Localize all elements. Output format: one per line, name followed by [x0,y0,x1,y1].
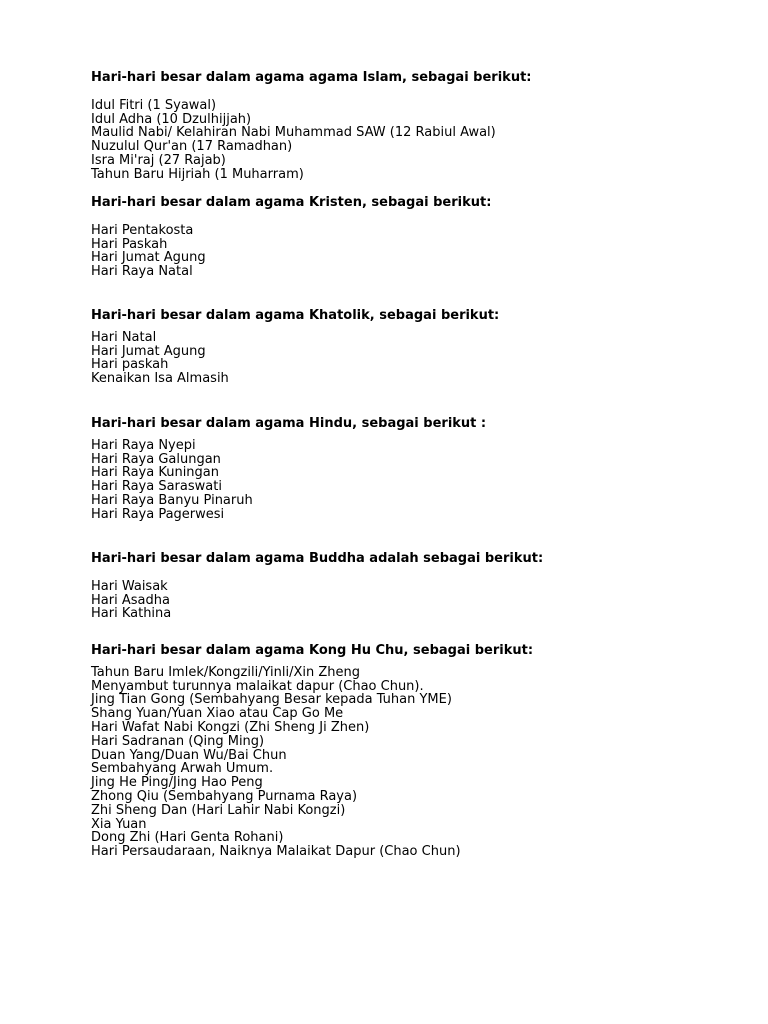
list-item: Hari Kathina [91,606,172,622]
list-item: Hari Jumat Agung [91,343,206,359]
list-item: Idul Fitri (1 Syawal) [91,97,217,113]
holiday-list [91,666,731,859]
list-item: Hari Raya Pagerwesi [91,506,225,522]
holiday-list [91,439,731,522]
section-hindu [91,417,731,522]
list-item: Hari Waisak [91,578,168,594]
list-item: Dong Zhi (Hari Genta Rohani) [91,830,284,846]
list-item: Nuzulul Qur'an (17 Ramadhan) [91,139,293,155]
list-item: Hari Wafat Nabi Kongzi (Zhi Sheng Ji Zhen) [91,719,370,735]
section-islam [91,71,731,182]
list-item: Hari Pentakosta [91,222,194,238]
section-heading: Hari-hari besar dalam agama agama Islam, sebagai berikut: [91,70,532,85]
list-item: Sembahyang Arwah Umum. [91,761,274,777]
holiday-list [91,99,731,182]
list-item: Hari Jumat Agung [91,250,206,266]
list-item: Duan Yang/Duan Wu/Bai Chun [91,747,287,763]
section-buddha [91,552,731,621]
list-item: Shang Yuan/Yuan Xiao atau Cap Go Me [91,706,344,722]
list-item: Hari Sadranan (Qing Ming) [91,733,265,749]
section-heading: Hari-hari besar dalam agama Kristen, sebagai berikut: [91,195,492,210]
list-item: Idul Adha (10 Dzulhijjah) [91,111,252,127]
list-item: Hari Raya Kuningan [91,465,220,481]
list-item: Hari Persaudaraan, Naiknya Malaikat Dapur (Chao Chun) [91,844,461,860]
list-item: Hari Raya Natal [91,264,193,280]
section-kristen [91,196,731,279]
list-item: Tahun Baru Imlek/Kongzili/Yinli/Xin Zheng [91,664,361,680]
list-item: Hari Paskah [91,236,168,252]
holiday-list [91,224,731,279]
list-item: Menyambut turunnya malaikat dapur (Chao Chun). [91,678,424,694]
list-item: Isra Mi'raj (27 Rajab) [91,152,226,168]
section-katolik [91,309,731,386]
list-item: Hari paskah [91,357,169,373]
list-item: Hari Asadha [91,592,170,608]
holiday-list [91,580,731,621]
list-item: Zhong Qiu (Sembahyang Purnama Raya) [91,788,358,804]
list-item: Kenaikan Isa Almasih [91,371,229,387]
list-item: Hari Raya Saraswati [91,479,222,495]
section-heading: Hari-hari besar dalam agama Buddha adalah sebagai berikut: [91,551,544,566]
section-heading: Hari-hari besar dalam agama Khatolik, sebagai berikut: [91,308,500,323]
holiday-list [91,331,731,386]
list-item: Hari Natal [91,329,157,345]
section-heading: Hari-hari besar dalam agama Hindu, sebagai berikut : [91,416,487,431]
list-item: Tahun Baru Hijriah (1 Muharram) [91,166,304,182]
list-item: Xia Yuan [91,816,147,832]
section-konghucu [91,644,731,859]
list-item: Jing He Ping/Jing Hao Peng [91,775,263,791]
list-item: Zhi Sheng Dan (Hari Lahir Nabi Kongzi) [91,802,346,818]
list-item: Hari Raya Nyepi [91,437,196,453]
list-item: Jing Tian Gong (Sembahyang Besar kepada Tuhan YME) [91,692,452,708]
section-heading: Hari-hari besar dalam agama Kong Hu Chu, sebagai berikut: [91,643,534,658]
list-item: Hari Raya Galungan [91,451,221,467]
list-item: Hari Raya Banyu Pinaruh [91,492,253,508]
list-item: Maulid Nabi/ Kelahiran Nabi Muhammad SAW (12 Rabiul Awal) [91,125,496,141]
